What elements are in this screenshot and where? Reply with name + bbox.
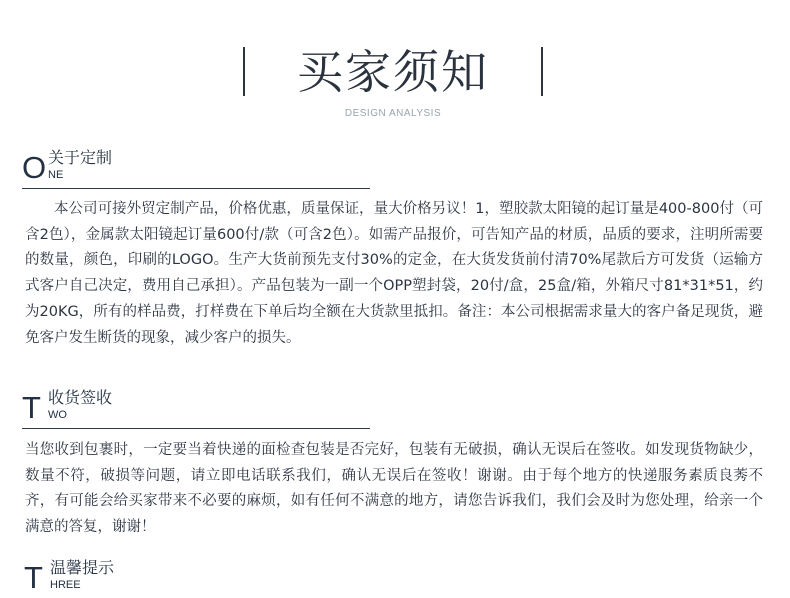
section-letter: T [24, 560, 43, 595]
page-header [0, 0, 790, 130]
section-subtitle: WO [48, 409, 67, 421]
section-title: 关于定制 [48, 148, 113, 167]
section-header [22, 388, 370, 429]
page-title: 买家须知 [297, 45, 489, 99]
section-subtitle: HREE [50, 579, 81, 591]
section-header [22, 148, 370, 189]
section-title: 收货签收 [48, 388, 113, 407]
section-body: 当您收到包裹时，一定要当着快递的面检查包装是否完好，包装有无破损，确认无误后在签收。如发现货物缺少，数量不符，破损等问题，请立即电话联系我们，确认无误后在签收！谢谢。由于每个地方的快递服务素质良莠不齐，有可能会给买家带来不必要的麻烦，如有任何不满意的地方，请您告诉我们，我们会及时为您处理，给亲一个满意的答复，谢谢！ [25, 442, 763, 536]
page-subtitle: DESIGN ANALYSIS [344, 108, 442, 119]
section-letter: T [22, 390, 41, 425]
section-subtitle: NE [48, 169, 64, 181]
section-title: 温馨提示 [50, 558, 115, 577]
section-letter: O [22, 150, 47, 185]
section-body: 本公司可接外贸定制产品，价格优惠，质量保证，量大价格另议！1，塑胶款太阳镜的起订量是400-800付（可含2色），金属款太阳镜起订量600付/款（可含2色）。如需产品报价，可告知产品的材质，品质的要求，注明所需要的数量，颜色，印刷的LOGO。生产大货前预先支付30%的定金，在大货发货前付清70%尾款后方可发货（运输方式客户自己决定，费用自己承担）。产品包装为一副一个OPP塑封袋，20付/盒，25盒/箱，外箱尺寸81*31*51，约为20KG，所有的样品费，打样费在下单后均全额在大货款里抵扣。备注：本公司根据需求量大的客户备足现货，避免客户发生断货的现象，减少客户的损失。 [25, 201, 763, 346]
title-divider-right [541, 47, 543, 96]
section-header [22, 558, 370, 598]
